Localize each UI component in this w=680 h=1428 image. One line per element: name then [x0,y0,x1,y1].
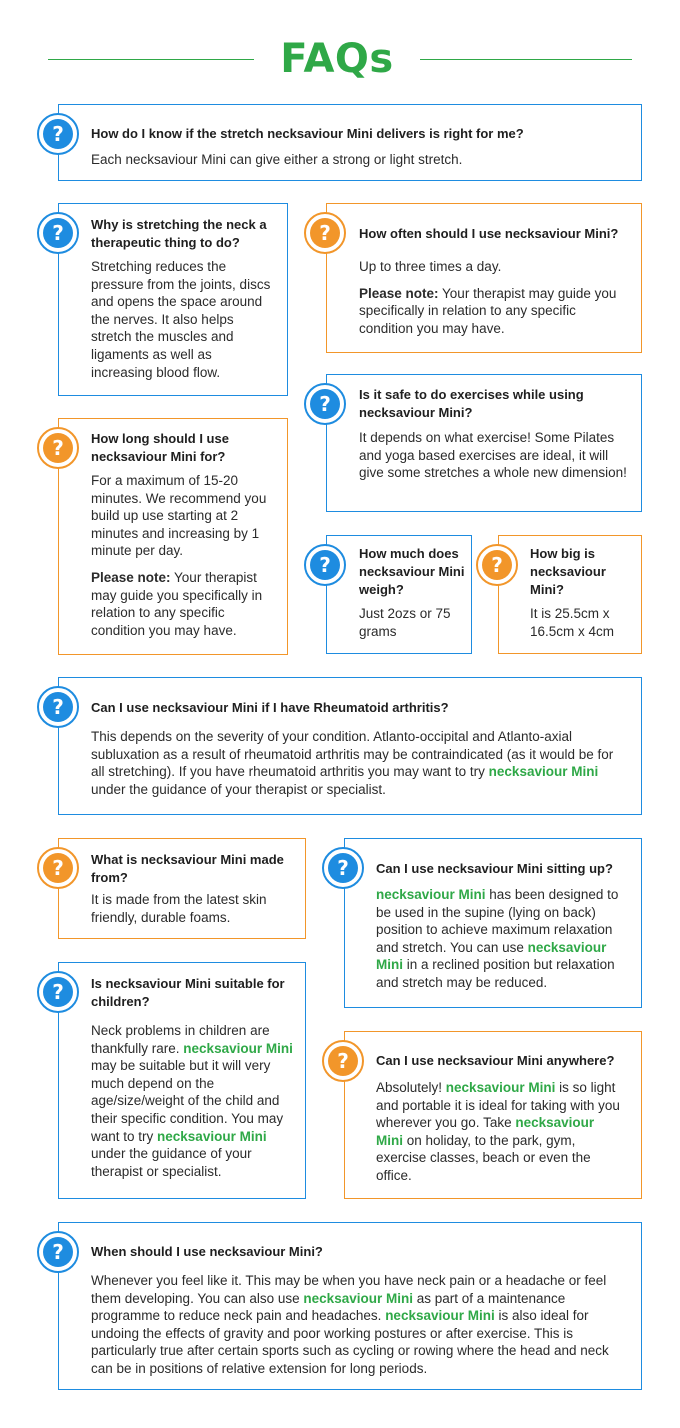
faq-answer: It is made from the latest skin friendly, durable foams. [91,892,267,925]
question-mark-icon: ? [37,113,79,155]
answer-text: as part of a maintenance programme to reduce neck pain and headaches. [91,1290,566,1324]
question-mark-icon: ? [322,1040,364,1082]
answer-text: This depends on the severity of your condition. Atlanto-occipital and Atlanto-axial subluxation as a result of rheumatoid arthritis may be contraindicated (as it would be for all stretching). If you have rheumatoid arthritis you may want to try [91,729,614,780]
faq-question: When should I use necksaviour Mini? [91,1244,323,1259]
faq-answer: Stretching reduces the pressure from the joints, discs and opens the space around the nerves. It also helps stretch the muscles and ligaments as well as increasing blood flow. [91,259,271,380]
faq-question: Can I use necksaviour Mini sitting up? [376,861,613,876]
faq-question: How much does necksaviour Mini weigh? [359,546,465,597]
faq-answer [91,1022,301,1180]
brand-name: necksaviour Mini [303,1290,413,1306]
page-title: FAQs [280,36,394,82]
question-mark-icon: ? [37,427,79,469]
question-mark-icon: ? [304,544,346,586]
answer-text: in a reclined position but relaxation and stretch may be reduced. [376,957,615,990]
faq-question: Is it safe to do exercises while using necksaviour Mini? [359,387,584,420]
answer-text: Neck problems in children are thankfully rare. [91,1023,270,1056]
question-mark-icon: ? [37,1231,79,1273]
faq-answer [376,886,624,992]
question-mark-icon: ? [37,847,79,889]
faq-question: Can I use necksaviour Mini if I have Rheumatoid arthritis? [91,700,449,715]
header-rule-right [420,59,632,60]
question-mark-icon: ? [37,971,79,1013]
question-mark-icon: ? [322,847,364,889]
brand-name: necksaviour Mini [376,939,607,973]
brand-name: necksaviour Mini [385,1308,495,1324]
faq-header [0,30,680,90]
brand-name: necksaviour Mini [445,1080,556,1095]
faq-answer-text: Up to three times a day. [359,259,502,274]
faq-question: How do I know if the stretch necksaviour Mini delivers is right for me? [91,126,524,141]
header-rule-left [48,59,254,60]
faq-note [91,569,276,639]
note-label: Please note: [91,569,171,585]
question-mark-icon: ? [37,212,79,254]
faq-answer [91,472,276,639]
answer-text: on holiday, to the park, gym, exercise classes, beach or even the office. [376,1132,591,1183]
faq-note [359,285,627,338]
brand-name: necksaviour Mini [488,764,599,780]
brand-name: necksaviour Mini [183,1040,293,1056]
answer-text: is so light and portable it is ideal for taking with you wherever you go. Take [376,1080,620,1131]
brand-name: necksaviour Mini [157,1128,267,1144]
brand-name: necksaviour Mini [376,1115,595,1148]
brand-name: necksaviour Mini [376,887,486,902]
faq-question: How often should I use necksaviour Mini? [359,226,619,241]
faq-answer: Each necksaviour Mini can give either a strong or light stretch. [91,152,463,167]
answer-text: Whenever you feel like it. This may be when you have neck pain or a headache or feel them developing. You can also use [91,1273,607,1306]
faq-answer-text: For a maximum of 15-20 minutes. We recommend you build up use starting at 2 minutes and increasing by 1 minute per day. [91,473,267,559]
faq-answer [91,728,626,798]
faq-question: How long should I use necksaviour Mini for? [91,431,229,464]
faq-question: Why is stretching the neck a therapeutic thing to do? [91,217,267,250]
answer-text: is also ideal for undoing the effects of gravity and poor working postures or after exercise. This is particularly true after certain sports such as cycling or rowing where the head and neck can be in positions of relative extension for long periods. [91,1308,609,1376]
note-label: Please note: [359,285,439,301]
faq-question: What is necksaviour Mini made from? [91,852,284,885]
note-text: Your therapist may guide you specifically in relation to any specific condition you may have. [359,285,617,336]
faq-question: Can I use necksaviour Mini anywhere? [376,1053,615,1068]
faq-question: Is necksaviour Mini suitable for children? [91,976,285,1009]
faq-answer: It depends on what exercise! Some Pilates and yoga based exercises are ideal, it will give some stretches a whole new dimension! [359,430,627,481]
faq-answer [91,1272,629,1378]
answer-text: Absolutely! [376,1080,446,1095]
question-mark-icon: ? [304,212,346,254]
question-mark-icon: ? [476,544,518,586]
question-mark-icon: ? [304,383,346,425]
answer-text: under the guidance of your therapist or specialist. [91,1146,252,1179]
answer-text: has been designed to be used in the supine (lying on back) position to achieve maximum relaxation and stretch. You can use [376,887,619,955]
faq-question: How big is necksaviour Mini? [530,546,606,597]
answer-text: under the guidance of your therapist or specialist. [91,781,386,797]
faq-answer [376,1079,624,1185]
faq-answer [359,258,627,337]
faq-answer: It is 25.5cm x 16.5cm x 4cm [530,606,615,639]
answer-text: may be suitable but it will very much depend on the age/size/weight of the child and their specific condition. You may want to try [91,1058,284,1144]
faq-answer: Just 2ozs or 75 grams [359,606,451,639]
question-mark-icon: ? [37,686,79,728]
note-text: Your therapist may guide you specifically in relation to any specific condition you may have. [91,569,263,638]
